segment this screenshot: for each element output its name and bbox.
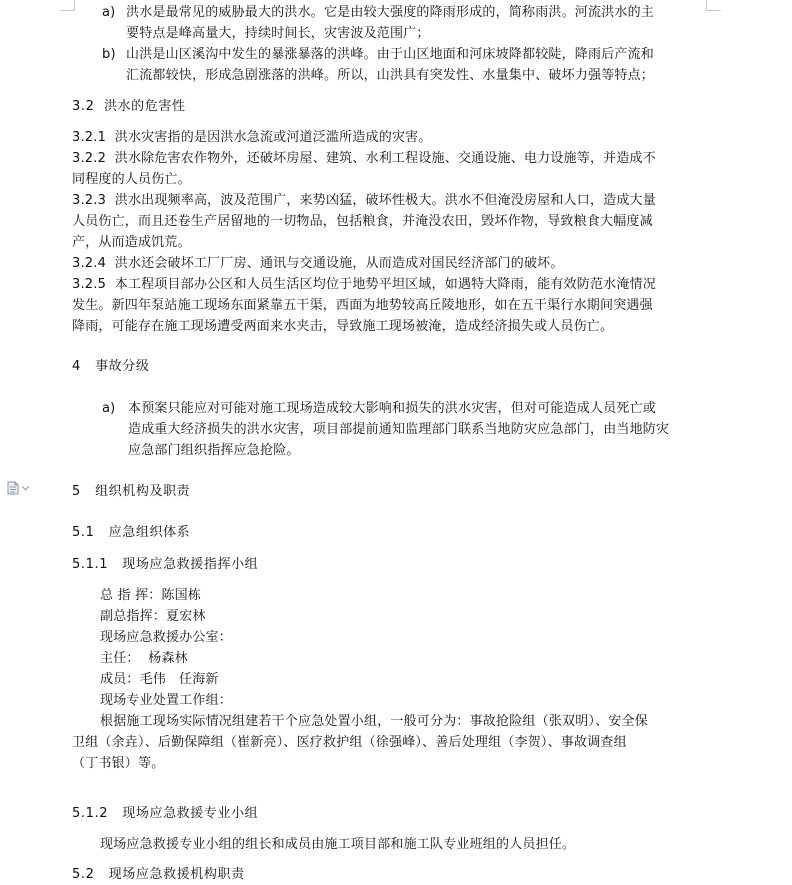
list-item-line: 洪水是最常见的威胁最大的洪水。它是由较大强度的降雨形成的，简称雨洪。河流洪水的主 <box>126 5 655 20</box>
paragraph-line: 产，从而造成饥荒。 <box>72 235 191 250</box>
section-heading: 5.1.2 现场应急救援专业小组 <box>72 806 259 821</box>
list-item-line: 本预案只能应对可能对施工现场造成较大影响和损失的洪水灾害，但对可能造成人员死亡或 <box>128 401 657 416</box>
page-corner-mark-left <box>60 0 75 11</box>
section-heading: 5.1.1 现场应急救援指挥小组 <box>72 557 259 572</box>
section-heading: 5.2 现场应急救援机构职责 <box>72 867 245 882</box>
paragraph-line: 3.2.3 洪水出现频率高，波及范围广，来势凶猛，破坏性极大。洪水不但淹没房屋和人口，造成大量 <box>72 193 656 208</box>
section-heading: 5.1 应急组织体系 <box>72 525 191 540</box>
list-item-marker: a) <box>102 401 116 416</box>
list-item-line: 山洪是山区溪沟中发生的暴涨暴落的洪峰。由于山区地面和河床坡降都较陡，降雨后产流和 <box>126 47 655 62</box>
paragraph-line: 发生。新四年泵站施工现场东面紧靠五干渠，西面为地势较高丘陵地形，如在五干渠行水期间突遇强 <box>72 298 653 313</box>
commander-line: 总 指 挥：陈国栋 <box>100 588 202 603</box>
list-item-marker: b) <box>102 47 116 62</box>
chevron-down-icon <box>22 486 29 491</box>
office-line: 现场应急救援办公室： <box>100 630 233 645</box>
list-item-line: 要特点是峰高量大，持续时间长，灾害波及范围广； <box>126 26 430 41</box>
paragraph-line: 3.2.5 本工程项目部办公区和人员生活区均位于地势平坦区域，如遇特大降雨，能有效防范水淹情况 <box>72 277 656 292</box>
paragraph-line: 降雨，可能存在施工现场遭受两面来水夹击，导致施工现场被淹，造成经济损失或人员伤亡。 <box>72 319 614 334</box>
paragraph-line: 人员伤亡，而且还卷生产居留地的一切物品，包括粮食，并淹没农田，毁坏作物，导致粮食大幅度减 <box>72 214 653 229</box>
director-line: 主任： 杨森林 <box>100 651 188 666</box>
deputy-commander-line: 副总指挥：夏宏林 <box>100 609 206 624</box>
workgroup-line: 现场专业处置工作组： <box>100 693 233 708</box>
page-corner-mark-right <box>706 0 721 11</box>
list-item-line: 汇流都较快，形成急剧涨落的洪峰。所以，山洪具有突发性、水量集中、破坏力强等特点； <box>126 68 655 83</box>
paragraph-line: 现场应急救援专业小组的组长和成员由施工项目部和施工队专业班组的人员担任。 <box>100 837 576 852</box>
paragraph-line: （丁书银）等。 <box>72 756 165 771</box>
members-line: 成员：毛伟 任海新 <box>100 672 219 687</box>
paragraph-line: 根据施工现场实际情况组建若干个应急处置小组，一般可分为：事故抢险组（张双明）、安全保 <box>100 714 648 729</box>
document-icon <box>6 481 20 495</box>
paragraph-line: 3.2.2 洪水除危害农作物外，还破坏房屋、建筑、水利工程设施、交通设施、电力设施等，并造成不 <box>72 151 656 166</box>
section-heading: 5 组织机构及职责 <box>72 484 191 499</box>
paragraph-line: 3.2.1 洪水灾害指的是因洪水急流或河道泛滥所造成的灾害。 <box>72 130 432 145</box>
list-item-marker: a) <box>102 5 116 20</box>
paragraph-line: 卫组（余垚）、后勤保障组（崔新亮）、医疗救护组（徐强峰）、善后处理组（李贺）、事故调查组 <box>72 735 627 750</box>
gutter-document-menu[interactable] <box>6 481 29 495</box>
paragraph-line: 同程度的人员伤亡。 <box>72 172 191 187</box>
paragraph-line: 3.2.4 洪水还会破坏工厂厂房、通讯与交通设施，从而造成对国民经济部门的破坏。 <box>72 256 564 271</box>
list-item-line: 造成重大经济损失的洪水灾害，项目部提前通知监理部门联系当地防灾应急部门，由当地防灾 <box>128 422 670 437</box>
section-heading: 4 事故分级 <box>72 359 150 374</box>
section-heading: 3.2 洪水的危害性 <box>72 99 186 114</box>
list-item-line: 应急部门组织指挥应急抢险。 <box>128 443 300 458</box>
